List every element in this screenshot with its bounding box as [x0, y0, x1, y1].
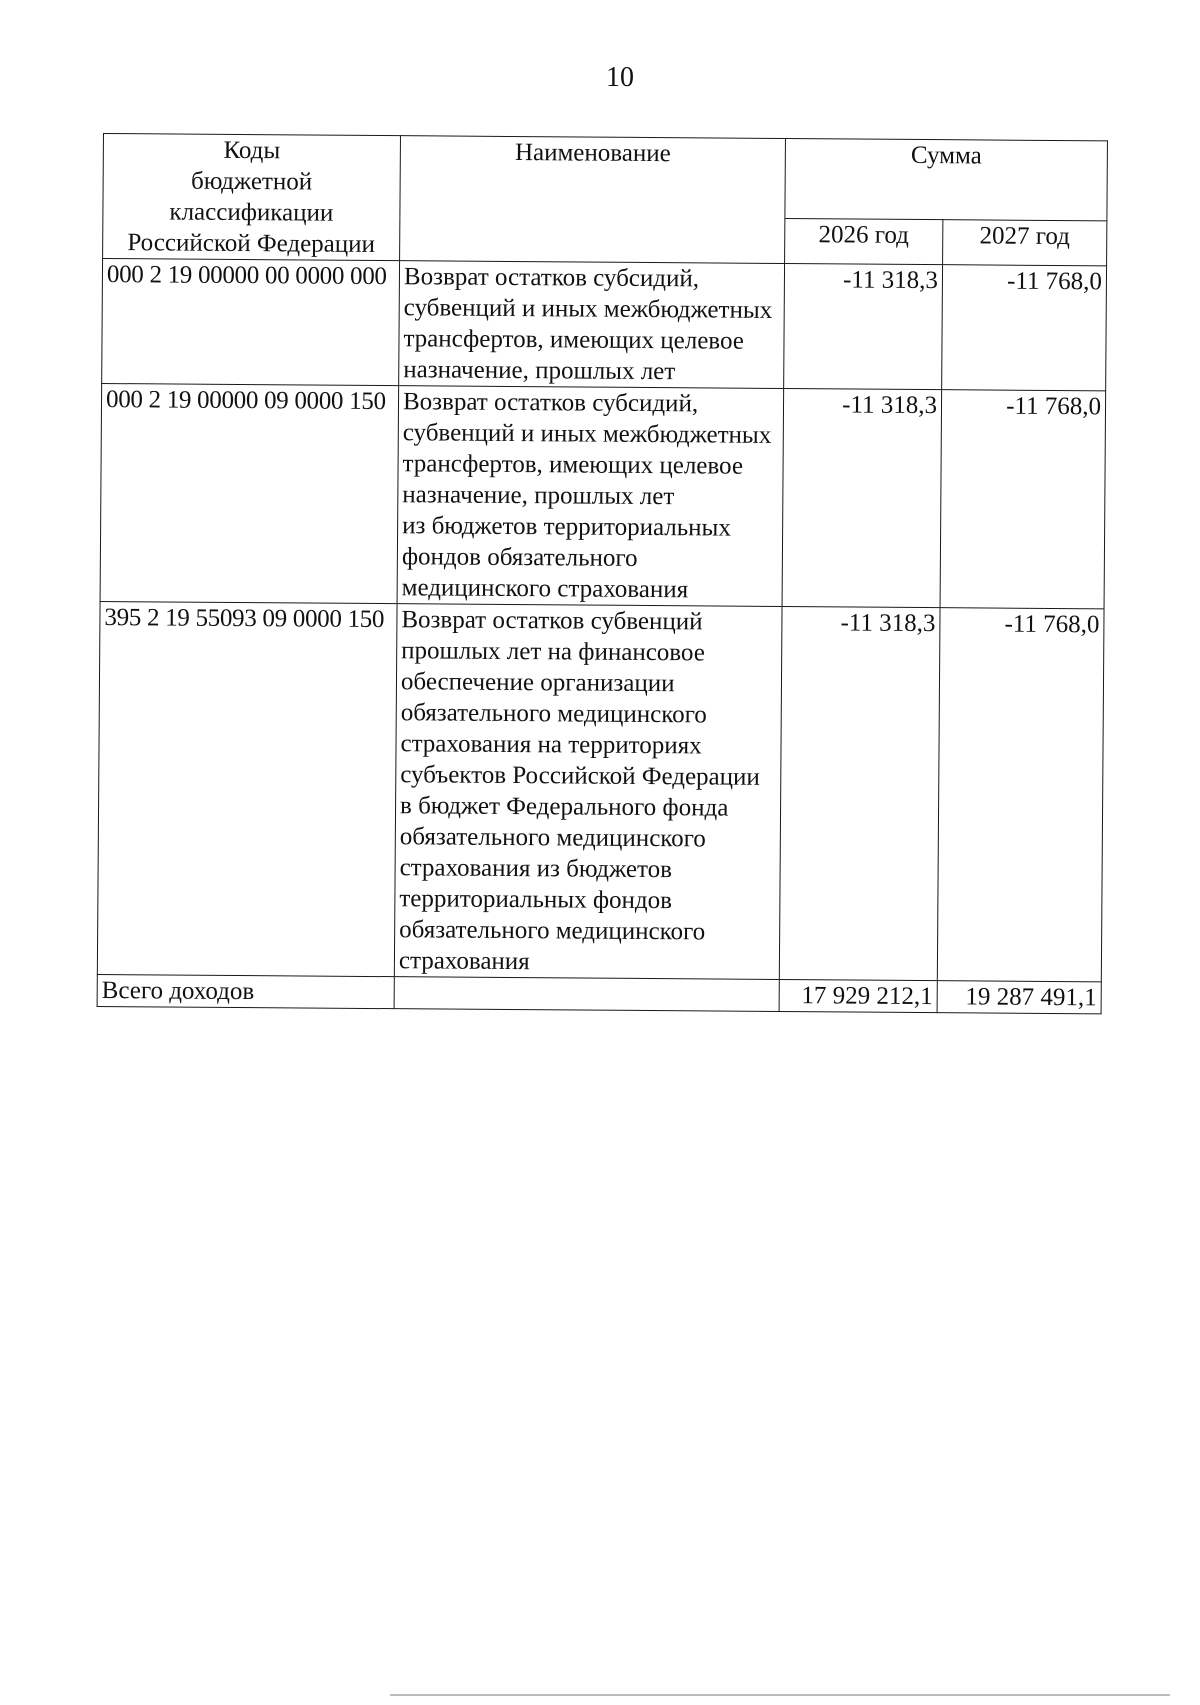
row-amount-2026: -11 318,3 [784, 263, 943, 389]
table-row [100, 383, 1106, 608]
row-name: Возврат остатков субвенций прошлых лет на финансовое обеспечение организации обязательного медицинского страхования на территориях субъектов Российской Федерации в бюджет Федерального фонда обязательного медицинского страхования из бюджетов территориальных фондов обязательного медицинского страхования [394, 604, 782, 980]
row-code: 000 2 19 00000 09 0000 150 [100, 383, 399, 603]
header-sum: Сумма [785, 139, 1108, 222]
budget-table [97, 133, 1108, 1014]
row-amount-2026: -11 318,3 [779, 606, 940, 980]
row-amount-2027: -11 768,0 [937, 608, 1104, 982]
row-amount-2027: -11 768,0 [942, 265, 1107, 391]
row-code: 000 2 19 00000 00 0000 000 [102, 259, 400, 386]
total-label: Всего доходов [97, 974, 394, 1008]
total-amount-2026: 17 929 212,1 [779, 979, 937, 1012]
page-number: 10 [606, 62, 634, 93]
table-row [97, 601, 1104, 981]
row-amount-2026: -11 318,3 [782, 388, 942, 607]
header-name: Наименование [400, 136, 786, 264]
scan-edge-line [390, 1694, 1170, 1696]
table-row [102, 259, 1107, 391]
header-year-2026: 2026 год [785, 219, 943, 265]
total-amount-2027: 19 287 491,1 [937, 981, 1101, 1014]
row-name: Возврат остатков субсидий, субвенций и иных межбюджетных трансфертов, имеющих целевое назначение, прошлых лет [399, 261, 785, 389]
row-amount-2027: -11 768,0 [940, 390, 1106, 609]
row-name: Возврат остатков субсидий, субвенций и иных межбюджетных трансфертов, имеющих целевое назначение, прошлых лет из бюджетов территориальных фондов обязательного медицинского страхования [397, 386, 784, 607]
total-name-empty [394, 977, 779, 1012]
header-year-2027: 2027 год [943, 220, 1107, 266]
total-row [97, 974, 1101, 1013]
header-code: Коды бюджетной классификации Российской Федерации [103, 134, 401, 261]
row-code: 395 2 19 55093 09 0000 150 [97, 601, 397, 976]
